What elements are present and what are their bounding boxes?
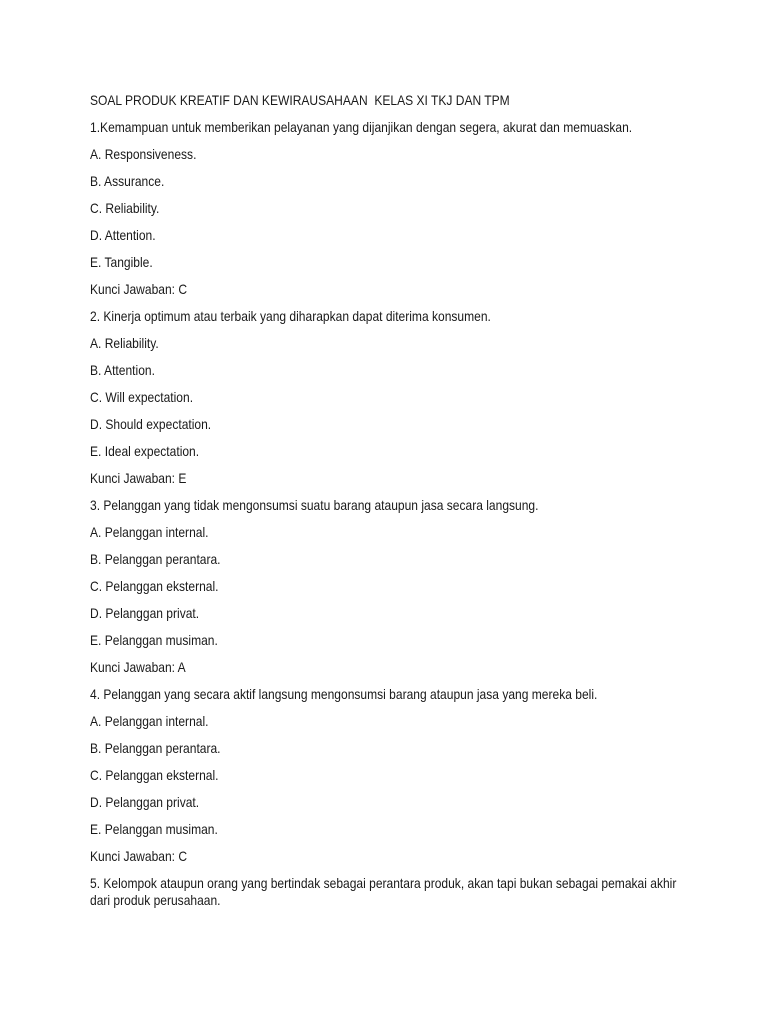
answer-key: Kunci Jawaban: A: [90, 659, 186, 675]
question-text: 1.Kemampuan untuk memberikan pelayanan yang dijanjikan dengan segera, akurat dan memuaskan.: [90, 119, 633, 135]
option-e: E. Pelanggan musiman.: [90, 821, 218, 837]
option-b: B. Pelanggan perantara.: [90, 740, 221, 756]
option-d: D. Should expectation.: [90, 416, 212, 432]
option-a: A. Reliability.: [90, 335, 159, 351]
question-block: [90, 875, 680, 909]
option-c: C. Pelanggan eksternal.: [90, 578, 219, 594]
option-d: D. Pelanggan privat.: [90, 794, 200, 810]
option-c: C. Reliability.: [90, 200, 160, 216]
option-d: D. Attention.: [90, 227, 156, 243]
option-a: A. Pelanggan internal.: [90, 713, 209, 729]
option-e: E. Tangible.: [90, 254, 153, 270]
option-a: A. Pelanggan internal.: [90, 524, 209, 540]
document-page: [90, 92, 680, 919]
question-block: [90, 119, 680, 298]
option-c: C. Will expectation.: [90, 389, 194, 405]
question-block: [90, 497, 680, 676]
question-block: [90, 308, 680, 487]
option-e: E. Ideal expectation.: [90, 443, 200, 459]
option-d: D. Pelanggan privat.: [90, 605, 200, 621]
question-text: 5. Kelompok ataupun orang yang bertindak sebagai perantara produk, akan tapi bukan sebagai pemakai akhir dari produk perusahaan.: [90, 875, 677, 908]
question-block: [90, 686, 680, 865]
question-text: 4. Pelanggan yang secara aktif langsung mengonsumsi barang ataupun jasa yang mereka beli.: [90, 686, 598, 702]
answer-key: Kunci Jawaban: E: [90, 470, 187, 486]
option-b: B. Attention.: [90, 362, 155, 378]
question-text: 3. Pelanggan yang tidak mengonsumsi suatu barang ataupun jasa secara langsung.: [90, 497, 539, 513]
answer-key: Kunci Jawaban: C: [90, 281, 188, 297]
option-c: C. Pelanggan eksternal.: [90, 767, 219, 783]
question-text: 2. Kinerja optimum atau terbaik yang diharapkan dapat diterima konsumen.: [90, 308, 491, 324]
document-title: SOAL PRODUK KREATIF DAN KEWIRAUSAHAAN KELAS XI TKJ DAN TPM: [90, 92, 510, 108]
answer-key: Kunci Jawaban: C: [90, 848, 188, 864]
option-b: B. Assurance.: [90, 173, 165, 189]
option-a: A. Responsiveness.: [90, 146, 197, 162]
option-b: B. Pelanggan perantara.: [90, 551, 221, 567]
option-e: E. Pelanggan musiman.: [90, 632, 218, 648]
